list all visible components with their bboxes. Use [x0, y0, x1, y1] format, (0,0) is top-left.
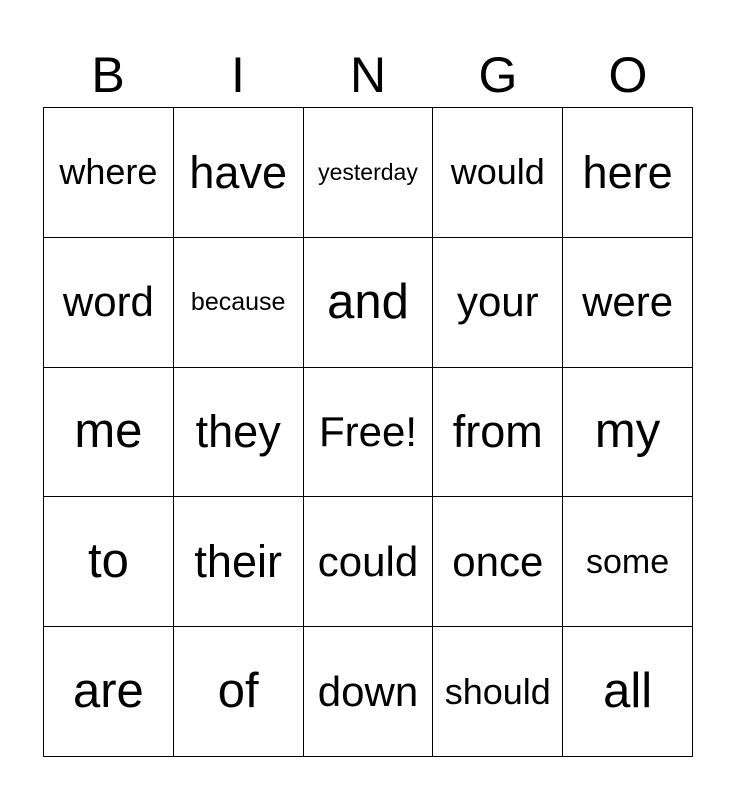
bingo-cell[interactable]: from	[433, 368, 563, 498]
bingo-cell[interactable]: word	[44, 238, 174, 368]
bingo-cell[interactable]: yesterday	[304, 108, 434, 238]
bingo-board	[43, 107, 693, 757]
header-letter-g: G	[478, 47, 518, 103]
bingo-cell[interactable]: me	[44, 368, 174, 498]
bingo-cell[interactable]: your	[433, 238, 563, 368]
header-letter-n: N	[349, 47, 387, 103]
bingo-cell[interactable]: to	[44, 497, 174, 627]
header-letter-i: I	[231, 47, 245, 103]
bingo-cell[interactable]: some	[563, 497, 693, 627]
bingo-cell[interactable]: their	[174, 497, 304, 627]
bingo-header	[43, 42, 693, 108]
bingo-cell[interactable]: were	[563, 238, 693, 368]
bingo-cell[interactable]: could	[304, 497, 434, 627]
bingo-cell[interactable]: all	[563, 627, 693, 757]
bingo-cell[interactable]: of	[174, 627, 304, 757]
free-space[interactable]: Free!	[304, 368, 434, 498]
bingo-cell[interactable]: here	[563, 108, 693, 238]
bingo-cell[interactable]: down	[304, 627, 434, 757]
bingo-cell[interactable]: are	[44, 627, 174, 757]
bingo-cell[interactable]: should	[433, 627, 563, 757]
header-letter-b: B	[91, 47, 125, 103]
bingo-cell[interactable]: where	[44, 108, 174, 238]
bingo-cell[interactable]: once	[433, 497, 563, 627]
bingo-cell[interactable]: have	[174, 108, 304, 238]
bingo-cell[interactable]: they	[174, 368, 304, 498]
bingo-cell[interactable]: my	[563, 368, 693, 498]
bingo-cell[interactable]: because	[174, 238, 304, 368]
bingo-cell[interactable]: and	[304, 238, 434, 368]
bingo-cell[interactable]: would	[433, 108, 563, 238]
header-letter-o: O	[608, 47, 648, 103]
